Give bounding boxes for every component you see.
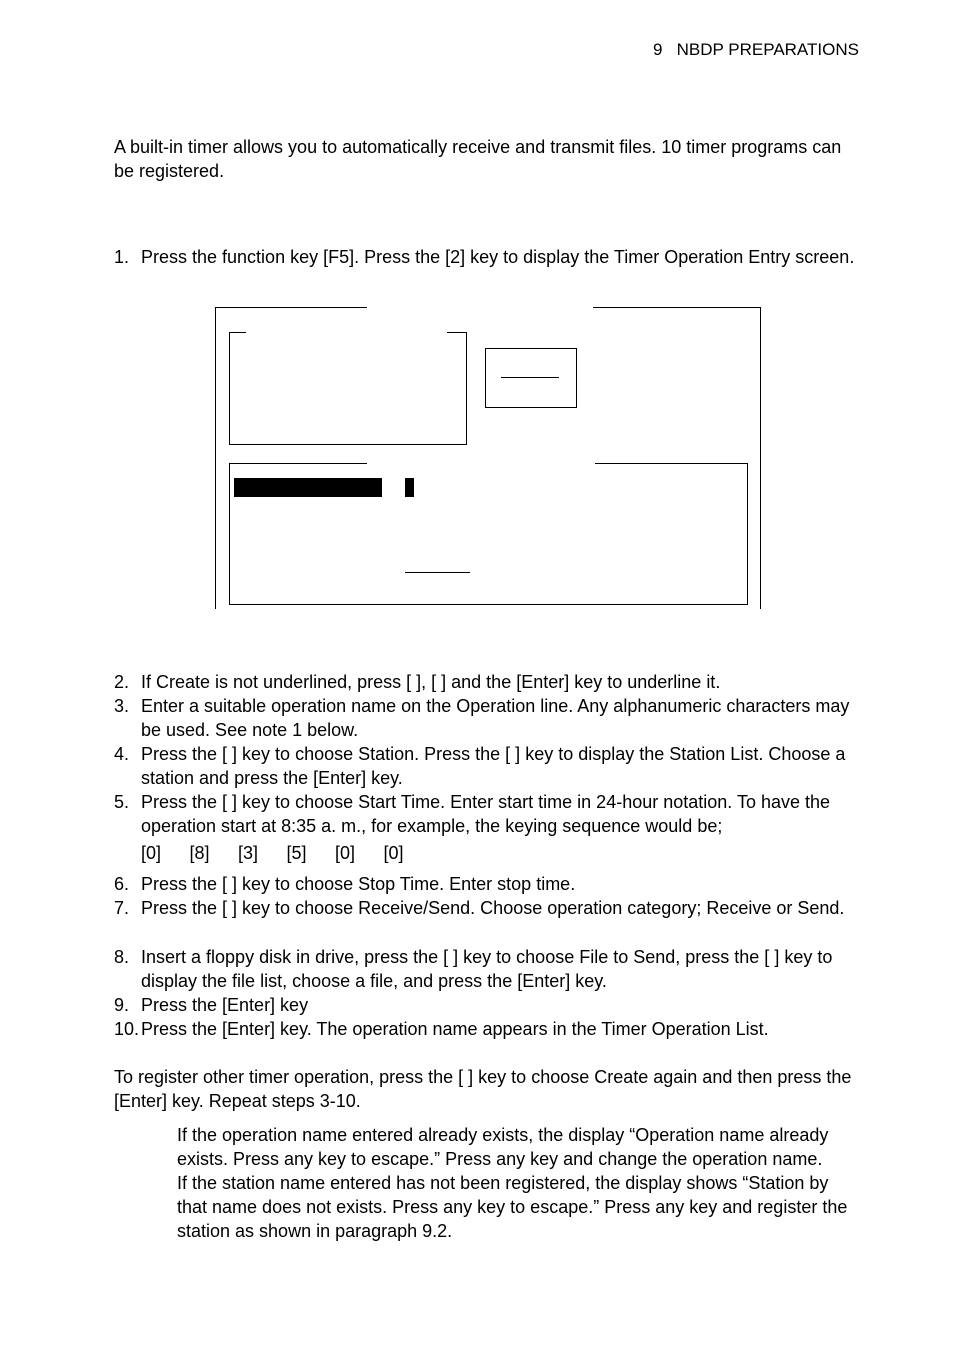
note-1: If the operation name entered already exists, the display “Operation name already exists. Press any key to escape.” Press any key and change the operation name. xyxy=(177,1125,829,1169)
panel-a-top-right xyxy=(447,332,467,333)
step-text: Press the [ ] key to choose Station. Press the [ ] key to display the Station List. Choose a station and press the [Enter] key. xyxy=(141,744,846,788)
key-sequence xyxy=(141,841,432,865)
key: [3] xyxy=(238,843,259,863)
panel-a-right xyxy=(466,332,467,445)
step-text: Press the function key [F5]. Press the [2] key to display the Timer Operation Entry screen. xyxy=(141,247,855,267)
step-number: 6. xyxy=(114,874,130,894)
figure-outer-left xyxy=(215,307,216,609)
panel-b-bottom xyxy=(229,604,748,605)
step-number: 7. xyxy=(114,898,130,918)
step-text: Insert a floppy disk in drive, press the [ ] key to choose File to Send, press the [ ] key to display the file list, choose a file, and press the [Enter] key. xyxy=(141,947,833,991)
small-box-underline xyxy=(501,377,559,378)
key: [8] xyxy=(189,843,210,863)
panel-a-left xyxy=(229,332,230,445)
step-number: 2. xyxy=(114,672,130,692)
step-number: 5. xyxy=(114,792,130,812)
intro-paragraph: A built-in timer allows you to automatically receive and transmit files. 10 timer programs can be registered. xyxy=(114,137,842,181)
step-number: 3. xyxy=(114,696,130,716)
highlight-bar xyxy=(234,478,382,497)
step-text: Enter a suitable operation name on the Operation line. Any alphanumeric characters may be used. See note 1 below. xyxy=(141,696,850,740)
panel-b-top-right xyxy=(595,463,748,464)
section-number: 9 xyxy=(653,40,663,59)
figure-outer-top-right xyxy=(593,307,761,308)
step-text: Press the [Enter] key xyxy=(141,995,309,1015)
step-text: Press the [ ] key to choose Stop Time. Enter stop time. xyxy=(141,874,576,894)
small-box xyxy=(485,348,577,408)
figure-outer-top-left xyxy=(215,307,367,308)
step-number: 4. xyxy=(114,744,130,764)
page-header xyxy=(653,38,859,62)
key: [0] xyxy=(141,843,162,863)
section-title: NBDP PREPARATIONS xyxy=(676,40,859,59)
register-other-paragraph: To register other timer operation, press the [ ] key to choose Create again and then press the [Enter] key. Repeat steps 3-10. xyxy=(114,1067,852,1111)
step-number: 10. xyxy=(114,1019,140,1039)
key: [5] xyxy=(286,843,307,863)
panel-b-right xyxy=(747,463,748,605)
cursor-block xyxy=(405,478,414,497)
panel-b-top-left xyxy=(229,463,367,464)
step-number: 1. xyxy=(114,247,130,267)
key: [0] xyxy=(335,843,356,863)
note-2: If the station name entered has not been registered, the display shows “Station by that name does not exists. Press any key to escape.” Press any key and register the station as shown in paragraph 9.2. xyxy=(177,1173,848,1241)
panel-a-bottom xyxy=(229,444,467,445)
step-number: 8. xyxy=(114,947,130,967)
figure-outer-right xyxy=(760,307,761,609)
step-text: Press the [ ] key to choose Start Time. Enter start time in 24-hour notation. To have the operation start at 8:35 a. m., for example, the keying sequence would be; xyxy=(141,792,831,836)
step-text: Press the [ ] key to choose Receive/Send. Choose operation category; Receive or Send. xyxy=(141,898,845,918)
step-number: 9. xyxy=(114,995,130,1015)
panel-b-left xyxy=(229,463,230,605)
key: [0] xyxy=(383,843,404,863)
step-text: If Create is not underlined, press [ ], [ ] and the [Enter] key to underline it. xyxy=(141,672,721,692)
panel-a-top-left xyxy=(229,332,246,333)
create-underline xyxy=(405,572,470,573)
step-text: Press the [Enter] key. The operation name appears in the Timer Operation List. xyxy=(141,1019,769,1039)
